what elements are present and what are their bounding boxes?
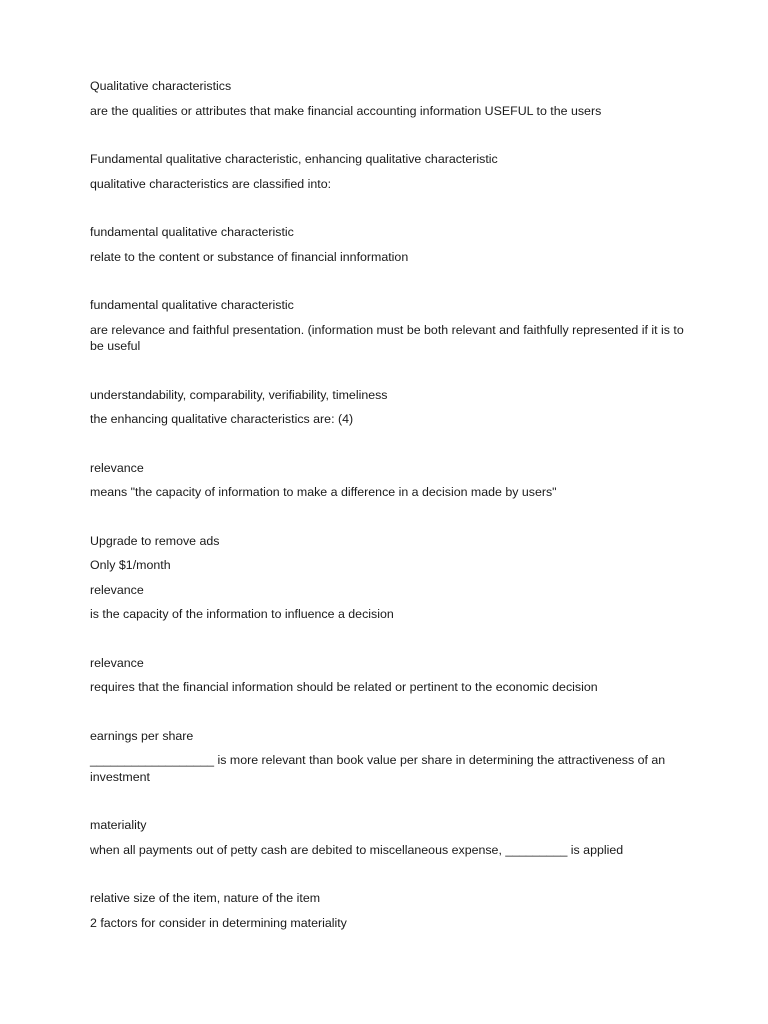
card — [90, 387, 690, 428]
card-term: Fundamental qualitative characteristic, enhancing qualitative characteristic — [90, 152, 498, 166]
flashcard-list — [90, 78, 690, 931]
card — [90, 78, 690, 119]
card — [90, 728, 690, 786]
card-term: relevance — [90, 582, 144, 597]
card-definition: relate to the content or substance of financial innformation — [90, 249, 409, 264]
card-term: materiality — [90, 818, 147, 832]
card — [90, 890, 690, 931]
card-term: relevance — [90, 655, 144, 670]
ad-price: Only $1/month — [90, 558, 171, 572]
card — [90, 817, 690, 858]
card-definition: the enhancing qualitative characteristics are: (4) — [90, 412, 354, 426]
card-definition: are relevance and faithful presentation. (information must be both relevant and faithfully represented if it is to be useful — [90, 322, 684, 353]
card — [90, 224, 690, 265]
card-definition: 2 factors for consider in determining materiality — [90, 915, 347, 930]
card — [90, 297, 690, 355]
ad-block[interactable] — [90, 533, 690, 574]
card-term: fundamental qualitative characteristic — [90, 298, 294, 312]
card — [90, 151, 690, 192]
card — [90, 460, 690, 501]
card — [90, 582, 690, 623]
card-term: relative size of the item, nature of the item — [90, 891, 321, 905]
card-definition: requires that the financial information should be related or pertinent to the economic decision — [90, 680, 598, 694]
card-term: understandability, comparability, verifiability, timeliness — [90, 387, 388, 402]
card-term: earnings per share — [90, 728, 194, 743]
card-definition: qualitative characteristics are classified into: — [90, 176, 332, 191]
card-definition: is the capacity of the information to influence a decision — [90, 607, 394, 621]
card-definition: means "the capacity of information to make a difference in a decision made by users" — [90, 485, 557, 499]
card-term: Qualitative characteristics — [90, 79, 232, 93]
card-term: relevance — [90, 460, 144, 475]
card-term: fundamental qualitative characteristic — [90, 225, 294, 239]
card-definition: are the qualities or attributes that make financial accounting information USEFUL to the users — [90, 103, 602, 118]
upgrade-ad-link[interactable]: Upgrade to remove ads — [90, 533, 220, 548]
card-definition: when all payments out of petty cash are debited to miscellaneous expense, _________ is applied — [90, 842, 624, 857]
card-definition: __________________ is more relevant than book value per share in determining the attractiveness of an investment — [90, 753, 666, 784]
card — [90, 655, 690, 696]
